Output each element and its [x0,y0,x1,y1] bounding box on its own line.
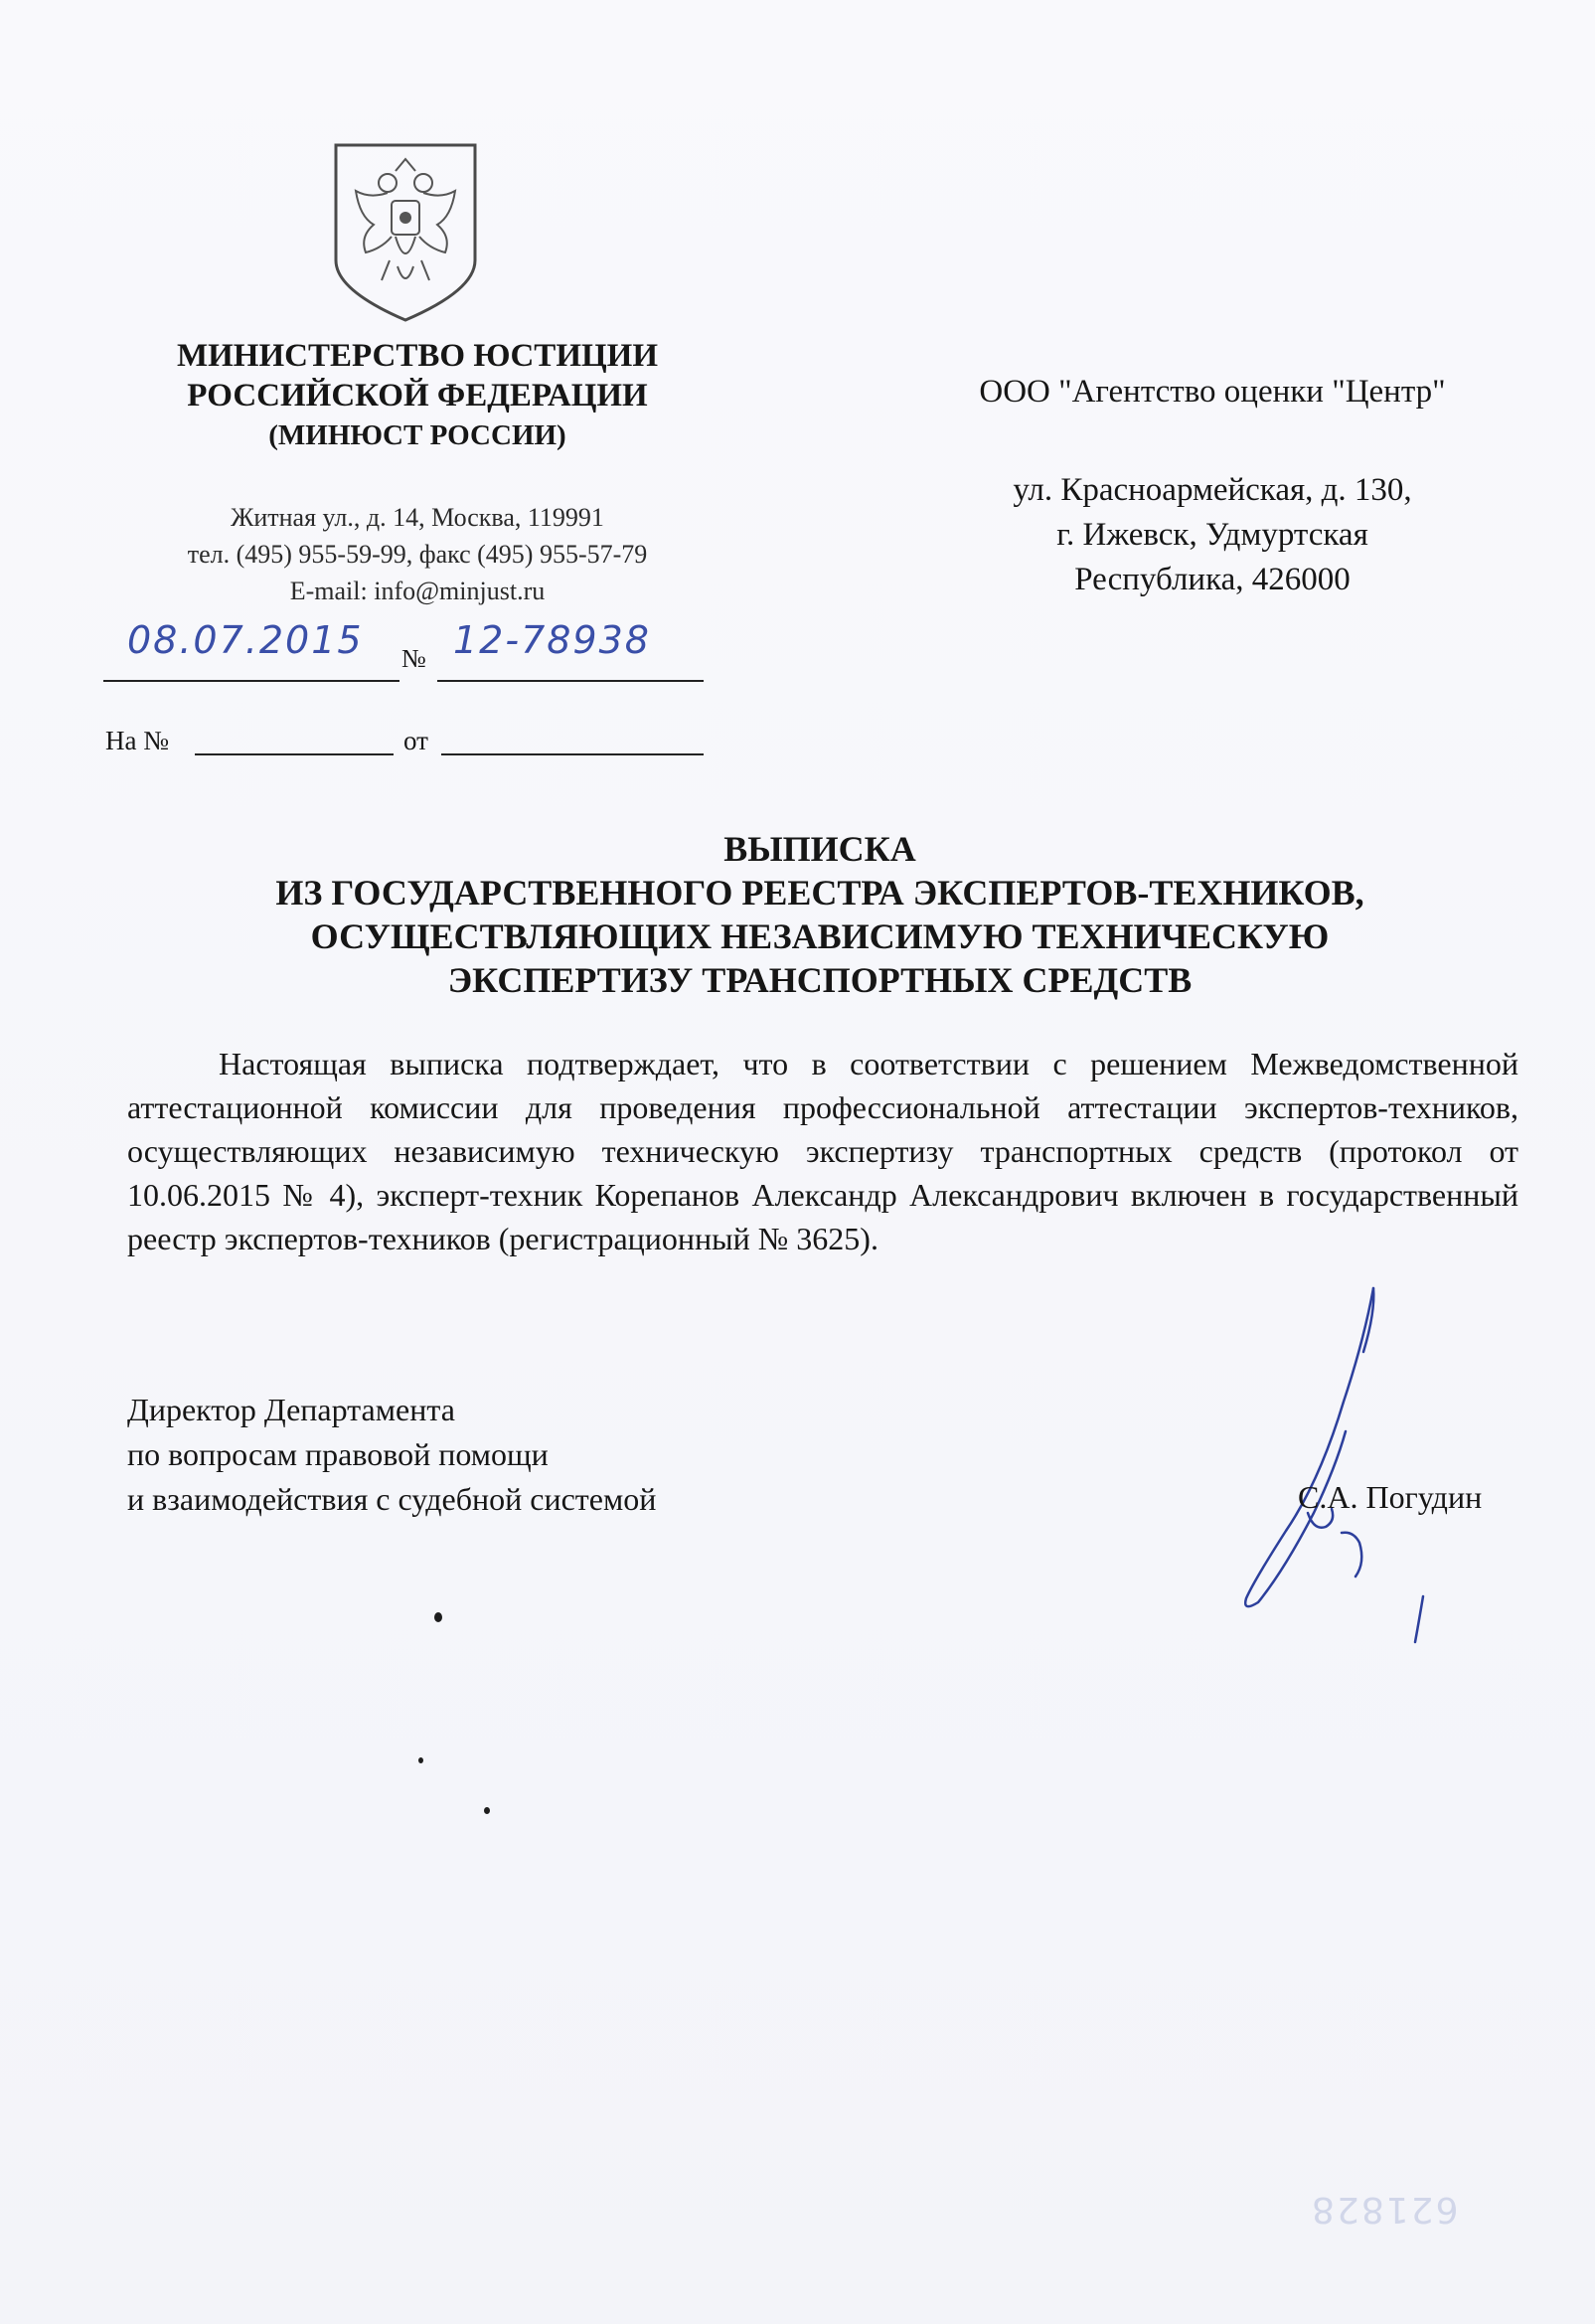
coat-of-arms-icon [330,141,481,324]
reference-from-label: от [403,726,428,755]
signer-position [127,1388,656,1522]
title-line-4: ЭКСПЕРТИЗУ ТРАНСПОРТНЫХ СРЕДСТВ [447,960,1193,1000]
document-title [139,827,1501,1002]
serial-number: 621828 [1310,2189,1459,2230]
ink-dot [484,1807,490,1814]
ministry-address: Житная ул., д. 14, Москва, 119991 [231,503,604,532]
title-line-3: ОСУЩЕСТВЛЯЮЩИХ НЕЗАВИСИМУЮ ТЕХНИЧЕСКУЮ [310,916,1330,956]
reference-label: На № [105,726,169,755]
reference-number-line [195,753,394,755]
number-sign: № [401,644,426,673]
position-line-2: по вопросам правовой помощи [127,1436,549,1472]
number-underline [437,680,704,682]
recipient-org: ООО "Агентство оценки "Центр" [979,374,1446,410]
recipient-address-line-3: Республика, 426000 [1074,562,1351,597]
ministry-email: E-mail: info@minjust.ru [289,577,546,605]
signer-name: С.А. Погудин [1298,1479,1483,1515]
ink-dot [418,1757,423,1763]
body-paragraph: Настоящая выписка подтверждает, что в соответствии с решением Межведомственной аттестационной комиссии для проведения профессиональной аттестации экспертов-техников, осуществляющих независимую техническую экспертизу транспортных средств (протокол от 10.06.2015 № 4), эксперт-техник Корепанов Александр Александрович включен в государственный реестр экспертов-техников (регистрационный № 3625). [127,1046,1518,1256]
recipient-address-line-2: г. Ижевск, Удмуртская [1056,517,1368,553]
ink-dot [434,1612,442,1622]
position-line-3: и взаимодействия с судебной системой [127,1481,657,1517]
ministry-phone: тел. (495) 955-59-99, факс (495) 955-57-79 [187,540,648,569]
recipient-address-line-1: ул. Красноармейская, д. 130, [1013,472,1412,508]
handwritten-signature-icon [1224,1282,1463,1660]
position-line-1: Директор Департамента [127,1392,455,1427]
recipient-block [904,370,1520,602]
reference-date-line [441,753,704,755]
ministry-contacts [119,499,716,609]
ministry-line-1: МИНИСТЕРСТВО ЮСТИЦИИ [176,338,658,374]
ministry-line-3: (МИНЮСТ РОССИИ) [268,419,566,451]
outgoing-date: 08.07.2015 [127,618,364,662]
ministry-header [119,336,716,455]
ministry-line-2: РОССИЙСКОЙ ФЕДЕРАЦИИ [187,378,648,414]
date-underline [103,680,399,682]
title-line-1: ВЫПИСКА [723,829,916,869]
title-line-2: ИЗ ГОСУДАРСТВЕННОГО РЕЕСТРА ЭКСПЕРТОВ-ТЕХНИКОВ, [275,873,1364,913]
outgoing-number: 12-78938 [453,618,651,662]
